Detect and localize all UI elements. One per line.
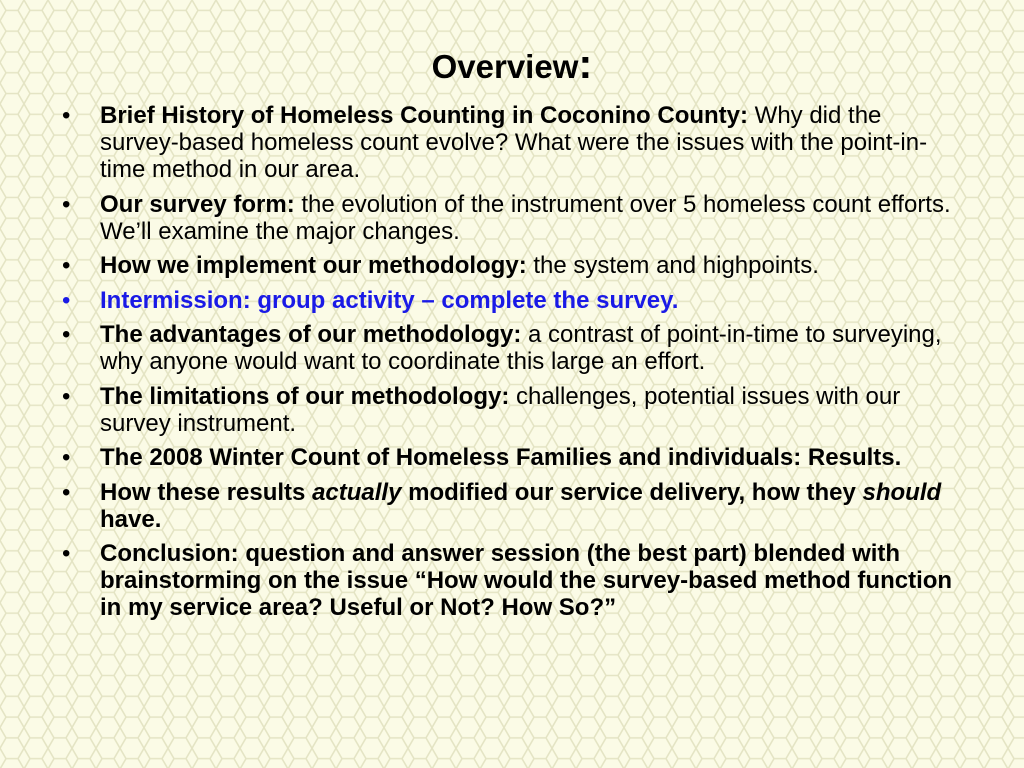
bullet-text: Why did the survey-based homeless count evolve? What were the issues with the point-in-time method in our area. bbox=[100, 102, 928, 183]
bullet-heading: Conclusion: question and answer session (the best part) blended with brainstorming on the issue “How would the survey-based method function in my service area? Useful or Not? How So?” bbox=[100, 540, 953, 621]
bullet-dot: • bbox=[62, 286, 71, 314]
bullet-text-part: modified our service delivery, how they bbox=[401, 478, 863, 506]
bullet-item-conclusion bbox=[62, 540, 962, 621]
bullet-dot: • bbox=[62, 102, 71, 129]
bullet-text: challenges, potential issues with our survey instrument. bbox=[100, 382, 901, 437]
bullet-heading: How we implement our methodology: bbox=[100, 252, 527, 279]
bullet-item-survey-form bbox=[62, 191, 962, 245]
bullet-heading: The advantages of our methodology: bbox=[100, 321, 522, 348]
bullet-dot: • bbox=[62, 252, 71, 279]
bullet-dot: • bbox=[62, 478, 71, 506]
bullet-heading: The limitations of our methodology: bbox=[100, 382, 510, 410]
bullet-text-part: have. bbox=[100, 505, 162, 533]
slide-title-colon: : bbox=[578, 40, 593, 87]
bullet-item-limitations bbox=[62, 383, 962, 437]
bullet-text: the evolution of the instrument over 5 homeless count efforts. We’ll examine the major changes. bbox=[100, 190, 951, 245]
bullet-heading: Our survey form: bbox=[100, 190, 295, 218]
slide-title bbox=[0, 40, 1024, 91]
bullet-heading: Brief History of Homeless Counting in Coconino County: bbox=[100, 102, 748, 129]
bullet-dot: • bbox=[62, 444, 71, 471]
bullet-text: a contrast of point-in-time to surveying, why anyone would want to coordinate this large an effort. bbox=[100, 321, 942, 375]
emphasis-actually: actually bbox=[312, 478, 402, 506]
bullet-list bbox=[62, 102, 962, 629]
bullet-dot: • bbox=[62, 190, 71, 218]
bullet-item-intermission bbox=[62, 287, 962, 314]
bullet-item-advantages bbox=[62, 321, 962, 375]
bullet-heading: The 2008 Winter Count of Homeless Families and individuals: Results. bbox=[100, 444, 902, 471]
slide-title-text: Overview bbox=[431, 48, 579, 85]
bullet-item-results bbox=[62, 444, 962, 471]
bullet-heading: Intermission: group activity – complete the survey. bbox=[100, 286, 679, 314]
bullet-dot: • bbox=[62, 321, 71, 348]
bullet-dot: • bbox=[62, 382, 71, 410]
bullet-item-implementation bbox=[62, 252, 962, 279]
bullet-item-service-delivery bbox=[62, 479, 962, 533]
emphasis-should: should bbox=[862, 478, 942, 506]
bullet-item-history bbox=[62, 102, 962, 183]
bullet-heading bbox=[100, 479, 941, 533]
bullet-text: the system and highpoints. bbox=[526, 252, 819, 279]
bullet-dot: • bbox=[62, 540, 71, 567]
bullet-text-part: How these results bbox=[100, 478, 313, 506]
